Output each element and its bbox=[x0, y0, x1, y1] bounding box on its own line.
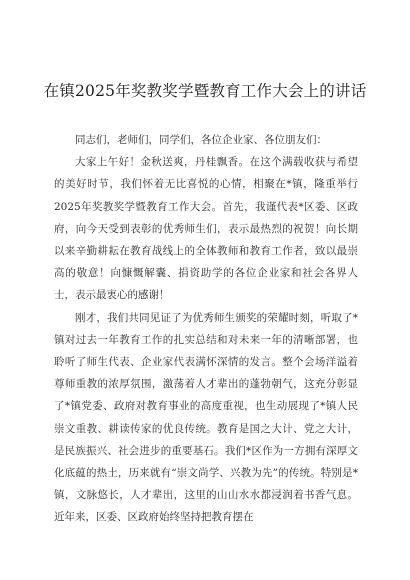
paragraph-1: 大家上午好！金秋送爽，丹桂飘香。在这个满载收获与希望的美好时节，我们怀着无比喜悦的心情，相聚在*镇，隆重举行2025年奖教奖学暨教育工作大会。首先，我谨代表*区委、区政府，向今天受到表彰的优秀师生们，表示最热烈的祝贺！向长期以来辛勤耕耘在教育战线上的全体教师和教育工作者，致以最崇高的敬意！向慷慨解囊、捐资助学的各位企业家和社会各界人士，表示最衷心的感谢！ bbox=[54, 156, 358, 302]
paragraph-2: 刚才，我们共同见证了为优秀师生颁奖的荣耀时刻，听取了*镇对过去一年教育工作的扎实总结和对未来一年的清晰部署，也聆听了师生代表、企业家代表满怀深情的发言。整个会场洋溢着尊师重教的浓厚氛围，激荡着人才辈出的蓬勃朝气，这充分彰显了*镇党委、政府对教育事业的高度重视，也生动展现了*镇人民崇文重教、耕读传家的优良传统。教育是国之大计、党之大计，是民族振兴、社会进步的重要基石。我们*区作为一方拥有深厚文化底蕴的热土，历来就有“崇文尚学、兴教为先”的传统。特别是*镇，文脉悠长，人才辈出，这里的山山水水都浸润着书香气息。近年来，区委、区政府始终坚持把教育摆在 bbox=[54, 311, 358, 524]
document-title: 在镇2025年奖教奖学暨教育工作大会上的讲话 bbox=[43, 82, 367, 100]
salutation: 同志们，老师们，同学们，各位企业家、各位朋友们： bbox=[75, 134, 327, 146]
document-body bbox=[54, 129, 358, 529]
